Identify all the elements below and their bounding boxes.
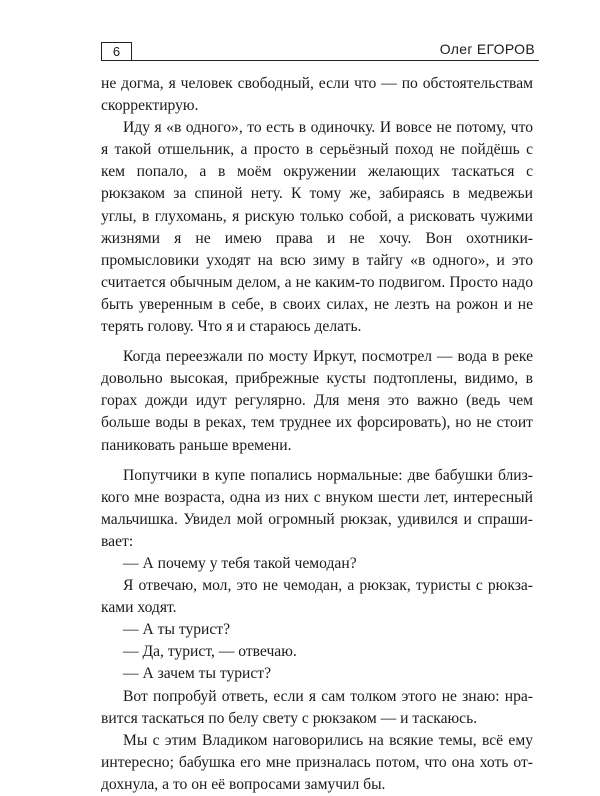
paragraph: Попутчики в купе попались нормальные: две бабушки близкого мне возраста, одна из них с внуком шести лет, интересный мальчишка. Увидел мой огромный рюкзак, удивился и спрашивает: [101, 466, 533, 550]
paragraph: Мы с этим Владиком наговорились на всякие темы, всё ему интересно; бабушка его мне призналась потом, что она хоть отдохнула, а то он её вопросами замучил бы. [101, 731, 533, 793]
dialogue-line: — Да, турист, — отвечаю. [123, 643, 297, 661]
page-number: 6 [101, 42, 132, 61]
dialogue-line: — А ты турист? [123, 621, 231, 639]
page-header [101, 38, 539, 61]
dialogue-line: — А почему у тебя такой чемодан? [123, 554, 357, 572]
running-head-author: Олег ЕГОРОВ [439, 41, 535, 57]
paragraph: Иду я «в одного», то есть в одиночку. И вовсе не потому, что я такой отшельник, а просто в серьёзный поход не пойдёшь с кем попало, а в моём окружении желающих таскаться с рюкзаком за спиной нету. К тому же, забираясь в медвежьи углы, в глухомань, я рискую только собой, а рисковать чужими жизнями я не имею права и не хочу. Вон охотники-промысловики уходят на всю зиму в тайгу «в одного», и это считается обычным делом, а не каким-то подвигом. Просто надо быть уверенным в себе, в своих силах, не лезть на рожон и не терять голову. Что я и стараюсь делать. [101, 119, 533, 336]
body-text [101, 73, 533, 796]
paragraph: Вот попробуй ответь, если я сам толком этого не знаю: нравится таскаться по белу свету с рюкзаком — и таскаюсь. [101, 687, 533, 727]
paragraph: Когда переезжали по мосту Иркут, посмотрел — вода в реке довольно высокая, прибрежные кусты подтоплены, видимо, в горах дожди идут регулярно. Для меня это важно (ведь чем больше воды в реках, тем труднее их форсировать), но не стоит паниковать раньше времени. [101, 348, 533, 454]
dialogue-line: — А зачем ты турист? [123, 665, 272, 683]
paragraph: Я отвечаю, мол, это не чемодан, а рюкзак, туристы с рюкзаками ходят. [101, 577, 533, 617]
paragraph: не догма, я человек свободный, если что — по обстоятельствам скорректирую. [101, 75, 533, 115]
